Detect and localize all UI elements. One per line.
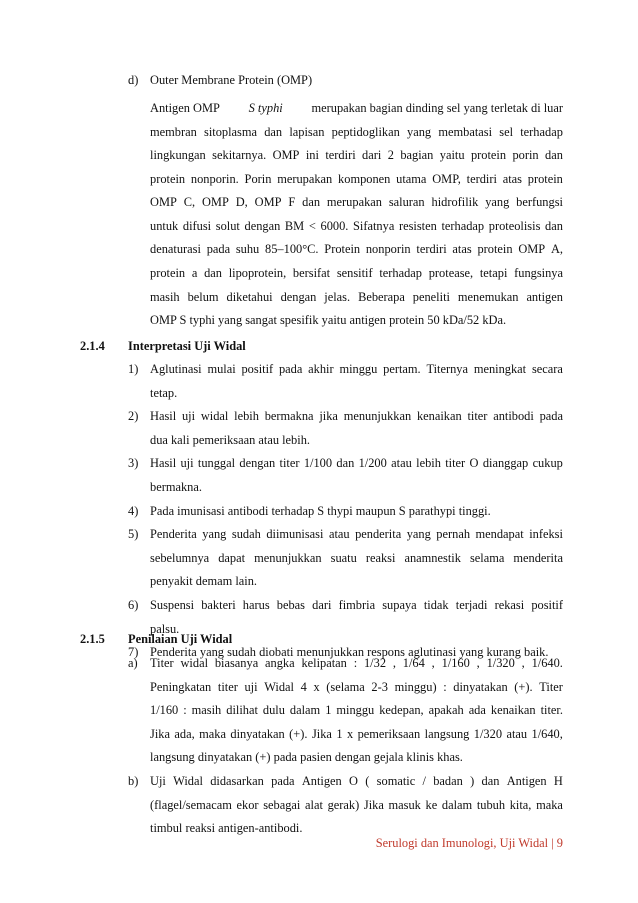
- list-item-line: Penderita yang sudah diobati menunjukkan respons aglutinasi yang kurang baik.: [150, 645, 549, 660]
- list-marker: 5): [128, 527, 139, 542]
- section-title: Interpretasi Uji Widal: [128, 339, 246, 353]
- list-marker: 3): [128, 456, 139, 471]
- paragraph-line: protein a dan lipoprotein, bersifat sensitif terhadap protease, tetapi fungsinya: [150, 266, 563, 280]
- list-marker: b): [128, 774, 139, 788]
- list-item-line: tetap.: [150, 385, 178, 400]
- paragraph-line: OMP S typhi yang sangat spesifik yaitu antigen protein 50 kDa/52 kDa.: [150, 313, 507, 327]
- list-item-line: timbul reaksi antigen-antibodi.: [150, 821, 303, 836]
- paragraph-line: lingkungan sekitarnya. OMP ini terdiri dari 2 bagian yaitu protein porin dan: [150, 148, 563, 162]
- section-number: 2.1.5: [80, 632, 105, 646]
- paragraph-line: denaturasi pada suhu 85–100°C. Protein nonporin terdiri atas protein OMP A,: [150, 242, 563, 256]
- list-item-line: palsu.: [150, 621, 180, 636]
- page-footer: Serulogi dan Imunologi, Uji Widal | 9: [375, 836, 563, 850]
- paragraph-line: Antigen OMP S typhi merupakan bagian dinding sel yang terletak di luar: [150, 101, 563, 115]
- list-item-line: bermakna.: [150, 480, 202, 494]
- section-title: Penilaian Uji Widal: [128, 632, 233, 646]
- list-marker: a): [128, 656, 138, 670]
- paragraph-line: untuk difusi solut dengan BM < 6000. Sifatnya resisten terhadap proteolisis dan: [150, 219, 563, 233]
- list-item-line: Aglutinasi mulai positif pada akhir minggu pertam. Titernya meningkat secara: [150, 362, 563, 376]
- paragraph-line: membran sitoplasma dan lapisan peptidoglikan yang membatasi sel terhadap: [150, 125, 563, 139]
- list-item-line: Titer widal biasanya angka kelipatan : 1/32 , 1/64 , 1/160 , 1/320 , 1/640.: [150, 656, 563, 670]
- list-marker: 6): [128, 598, 139, 612]
- list-item-line: Peningkatan titer uji Widal 4 x (selama 2-3 minggu) : dinyatakan (+). Titer: [150, 679, 563, 694]
- list-marker: 4): [128, 503, 139, 518]
- list-marker: 1): [128, 362, 139, 376]
- list-item-line: Pada imunisasi antibodi terhadap S thypi maupun S parathypi tinggi.: [150, 503, 491, 518]
- list-item-line: sebelumnya dapat menunjukkan suatu reaksi anamnestik selama menderita: [150, 550, 563, 565]
- list-item-line: Jika ada, maka dinyatakan (+). Jika 1 x pemeriksaan langsung 1/320 atau 1/640,: [150, 726, 563, 741]
- list-item-line: Uji Widal didasarkan pada Antigen O ( somatic / badan ) dan Antigen H: [150, 774, 563, 788]
- paragraph-line: protein nonporin. Porin merupakan komponen utama OMP, terdiri atas protein: [150, 172, 563, 186]
- list-item-line: Suspensi bakteri harus bebas dari fimbria supaya tidak terjadi rekasi positif: [150, 598, 563, 612]
- list-item-line: 1/160 : masih dilihat dulu dalam 1 minggu kedepan, apakah ada kenaikan titer.: [150, 703, 563, 718]
- list-marker: d): [128, 73, 139, 87]
- subsection-heading: Outer Membrane Protein (OMP): [150, 73, 313, 87]
- list-item-line: (flagel/semacam ekor sebagai alat gerak) Jika masuk ke dalam tubuh kita, maka: [150, 797, 563, 812]
- list-item-line: Penderita yang sudah diimunisasi atau penderita yang pernah mendapat infeksi: [150, 527, 563, 542]
- list-item-line: Hasil uji widal lebih bermakna jika menunjukkan kenaikan titer antibodi pada: [150, 409, 563, 424]
- list-item-line: Hasil uji tunggal dengan titer 1/100 dan 1/200 atau lebih titer O dianggap cukup: [150, 456, 563, 471]
- list-marker: 2): [128, 409, 139, 424]
- list-item-line: langsung dinyatakan (+) pada pasien dengan gejala klinis khas.: [150, 750, 463, 765]
- list-marker: 7): [128, 645, 139, 660]
- paragraph-line: masih belum diketahui dengan jelas. Beberapa peneliti menemukan antigen: [150, 290, 563, 304]
- list-item-line: penyakit demam lain.: [150, 574, 258, 589]
- list-item-line: dua kali pemeriksaan atau lebih.: [150, 432, 310, 447]
- section-number: 2.1.4: [80, 339, 105, 353]
- paragraph-line: OMP C, OMP D, OMP F dan merupakan saluran hidrofilik yang berfungsi: [150, 195, 563, 209]
